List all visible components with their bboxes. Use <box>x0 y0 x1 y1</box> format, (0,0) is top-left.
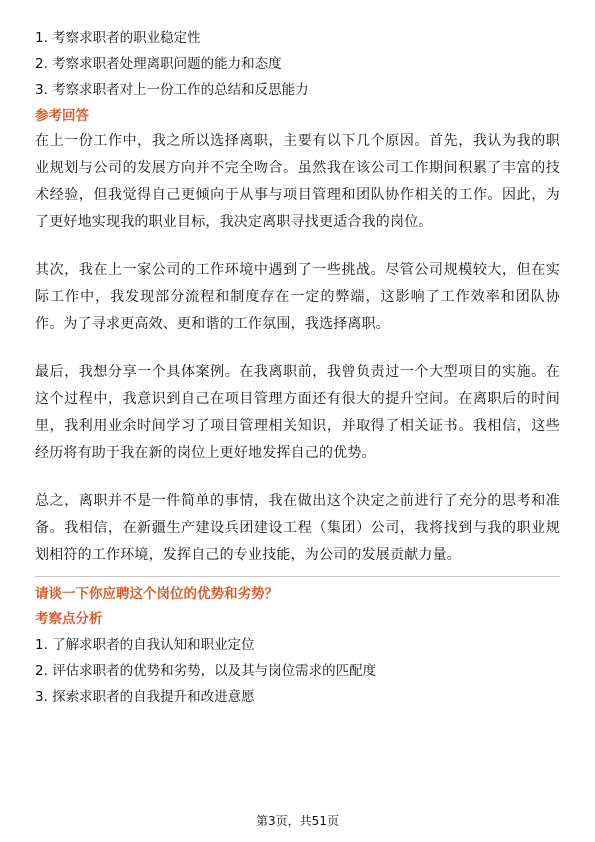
list-item: 3. 探索求职者的自我提升和改进意愿 <box>35 689 255 705</box>
paragraph-spacer <box>35 236 560 257</box>
list-item: 1. 考察求职者的职业稳定性 <box>35 30 201 46</box>
section-divider <box>35 576 560 577</box>
answer-body <box>35 128 560 569</box>
document-page <box>35 30 560 715</box>
list-item: 1. 了解求职者的自我认知和职业定位 <box>35 637 255 653</box>
page-number-footer: 第3页，共51页 <box>256 814 339 828</box>
list-item: 2. 考察求职者处理离职问题的能力和态度 <box>35 56 282 72</box>
list-item: 3. 考察求职者对上一份工作的总结和反思能力 <box>35 82 309 98</box>
answer-paragraph: 最后，我想分享一个具体案例。在我离职前，我曾负责过一个大型项目的实施。在这个过程中，我意识到自己在项目管理方面还有很大的提升空间。在离职后的时间里，我利用业余时间学习了项目管理相关知识，并取得了相关证书。我相信，这些经历将有助于我在新的岗位上更好地发挥自己的优势。 <box>35 364 560 461</box>
answer-paragraph: 其次，我在上一家公司的工作环境中遇到了一些挑战。尽管公司规模较大，但在实际工作中，我发现部分流程和制度存在一定的弊端，这影响了工作效率和团队协作。为了寻求更高效、更和谐的工作氛围，我选择离职。 <box>35 262 560 332</box>
paragraph-spacer <box>35 467 560 488</box>
bottom-criteria-list <box>35 637 560 706</box>
reference-answer-heading: 参考回答 <box>35 108 89 124</box>
answer-paragraph: 在上一份工作中，我之所以选择离职，主要有以下几个原因。首先，我认为我的职业规划与公司的发展方向并不完全吻合。虽然我在该公司工作期间积累了丰富的技术经验，但我觉得自己更倾向于从事与项目管理和团队协作相关的工作。因此，为了更好地实现我的职业目标，我决定离职寻找更适合我的岗位。 <box>35 133 560 230</box>
answer-paragraph: 总之，离职并不是一件简单的事情，我在做出这个决定之前进行了充分的思考和准备。我相信，在新疆生产建设兵团建设工程（集团）公司，我将找到与我的职业规划相符的工作环境，发挥自己的专业技能，为公司的发展贡献力量。 <box>35 493 560 563</box>
paragraph-spacer <box>35 338 560 359</box>
list-item: 2. 评估求职者的优势和劣势，以及其与岗位需求的匹配度 <box>35 663 377 679</box>
top-criteria-list <box>35 30 560 99</box>
interview-question: 请谈一下你应聘这个岗位的优势和劣势？ <box>35 586 278 602</box>
analysis-heading: 考察点分析 <box>35 611 103 627</box>
